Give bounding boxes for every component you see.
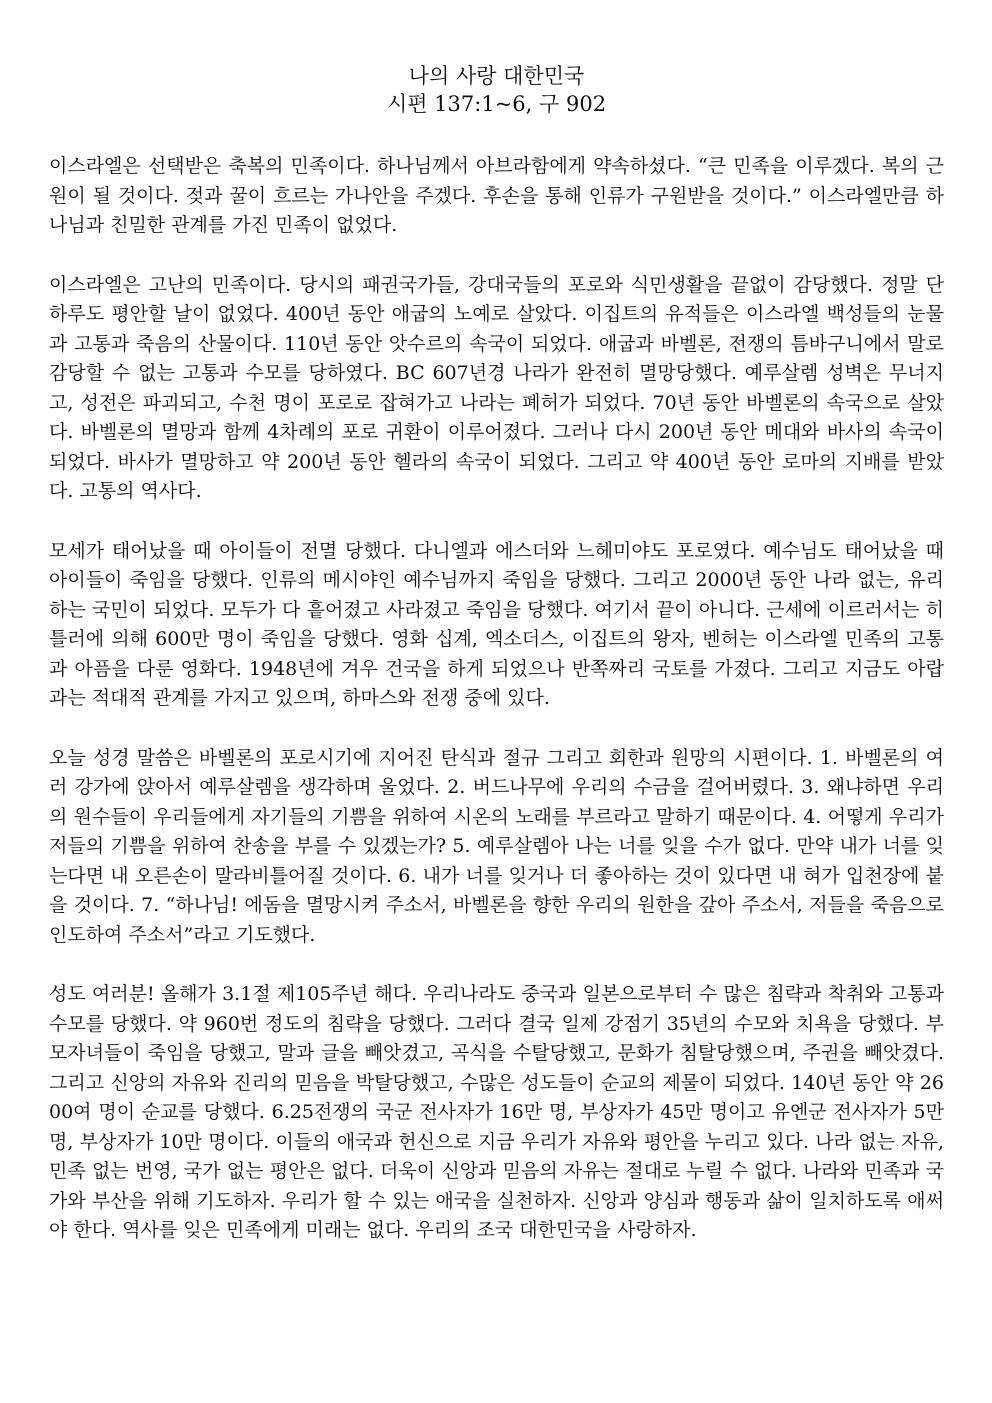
paragraph-love-korea: 성도 여러분! 올해가 3.1절 제105주년 해다. 우리나라도 중국과 일본으로부터 수 많은 침략과 착취와 고통과 수모를 당했다. 약 960번 정도의 침략을 당했다. 그러다 결국 일제 강점기 35년의 수모와 치욕을 당했다. 부모자녀들이 죽임을 당했고, 말과 글을 빼앗겼고, 곡식을 수탈당했고, 문화가 침탈당했으며, 주권을 빼앗겼다. 그리고 신앙의 자유와 진리의 믿음을 박탈당했고, 수많은 성도들이 순교의 제물이 되었다. 140년 동안 약 2600여 명이 순교를 당했다. 6.25전쟁의 국군 전사자가 16만 명, 부상자가 45만 명이고 유엔군 전사자가 5만 명, 부상자가 10만 명이다. 이들의 애국과 헌신으로 지금 우리가 자유와 평안을 누리고 있다. 나라 없는 자유, 민족 없는 번영, 국가 없는 평안은 없다. 더욱이 신앙과 믿음의 자유는 절대로 누릴 수 없다. 나라와 민족과 국가와 부산을 위해 기도하자. 우리가 할 수 있는 애국을 실천하자. 신앙과 양심과 행동과 삶이 일치하도록 애써야 한다. 역사를 잊은 민족에게 미래는 없다. 우리의 조국 대한민국을 사랑하자. xyxy=(49,983,944,1241)
paragraph-suffering-people: 이스라엘은 고난의 민족이다. 당시의 패권국가들, 강대국들의 포로와 식민생활을 끝없이 감당했다. 정말 단 하루도 평안할 날이 없었다. 400년 동안 애굽의 노예로 살았다. 이집트의 유적들은 이스라엘 백성들의 눈물과 고통과 죽음의 산물이다. 110년 동안 앗수르의 속국이 되었다. 애굽과 바벨론, 전쟁의 틈바구니에서 말로 감당할 수 없는 고통과 수모를 당하였다. BC 607년경 나라가 완전히 멸망당했다. 예루살렘 성벽은 무너지고, 성전은 파괴되고, 수천 명이 포로로 잡혀가고 나라는 폐허가 되었다. 70년 동안 바벨론의 속국으로 살았다. 바벨론의 멸망과 함께 4차례의 포로 귀환이 이루어졌다. 그러나 다시 200년 동안 메대와 바사의 속국이 되었다. 바사가 멸망하고 약 200년 동안 헬라의 속국이 되었다. 그리고 약 400년 동안 로마의 지배를 받았다. 고통의 역사다. xyxy=(49,273,944,502)
scripture-reference: 시편 137:1~6, 구 902 xyxy=(386,92,607,116)
paragraph-persecution: 모세가 태어났을 때 아이들이 전멸 당했다. 다니엘과 에스더와 느헤미야도 포로였다. 예수님도 태어났을 때 아이들이 죽임을 당했다. 인류의 메시야인 예수님까지 죽임을 당했다. 그리고 2000년 동안 나라 없는, 유리하는 국민이 되었다. 모두가 다 흩어졌고 사라졌고 죽임을 당했다. 여기서 끝이 아니다. 근세에 이르러서는 히틀러에 의해 600만 명이 죽임을 당했다. 영화 십계, 엑소더스, 이집트의 왕자, 벤허는 이스라엘 민족의 고통과 아픔을 다룬 영화다. 1948년에 겨우 건국을 하게 되었으나 반쪽짜리 국토를 가졌다. 그리고 지금도 아랍과는 적대적 관계를 가지고 있으며, 하마스와 전쟁 중에 있다. xyxy=(49,539,944,709)
document-title: 나의 사랑 대한민국 xyxy=(408,64,585,88)
paragraph-chosen-people: 이스라엘은 선택받은 축복의 민족이다. 하나님께서 아브라함에게 약속하셨다. “큰 민족을 이루겠다. 복의 근원이 될 것이다. 젖과 꿀이 흐르는 가나안을 주겠다. 후손을 통해 인류가 구원받을 것이다.” 이스라엘만큼 하나님과 친밀한 관계를 가진 민족이 없었다. xyxy=(49,155,944,236)
paragraph-psalm-lament: 오늘 성경 말씀은 바벨론의 포로시기에 지어진 탄식과 절규 그리고 회한과 원망의 시편이다. 1. 바벨론의 여러 강가에 앉아서 예루살렘을 생각하며 울었다. 2. 버드나무에 우리의 수금을 걸어버렸다. 3. 왜냐하면 우리의 원수들이 우리들에게 자기들의 기쁨을 위하여 시온의 노래를 부르라고 말하기 때문이다. 4. 어떻게 우리가 저들의 기쁨을 위하여 찬송을 부를 수 있겠는가? 5. 예루살렘아 나는 너를 잊을 수가 없다. 만약 내가 너를 잊는다면 내 오른손이 말라비틀어질 것이다. 6. 내가 너를 잊거나 더 좋아하는 것이 있다면 내 혀가 입천장에 붙을 것이다. 7. “하나님! 에돔을 멸망시켜 주소서, 바벨론을 향한 우리의 원한을 갚아 주소서, 저들을 죽음으로 인도하여 주소서”라고 기도했다. xyxy=(49,746,944,946)
